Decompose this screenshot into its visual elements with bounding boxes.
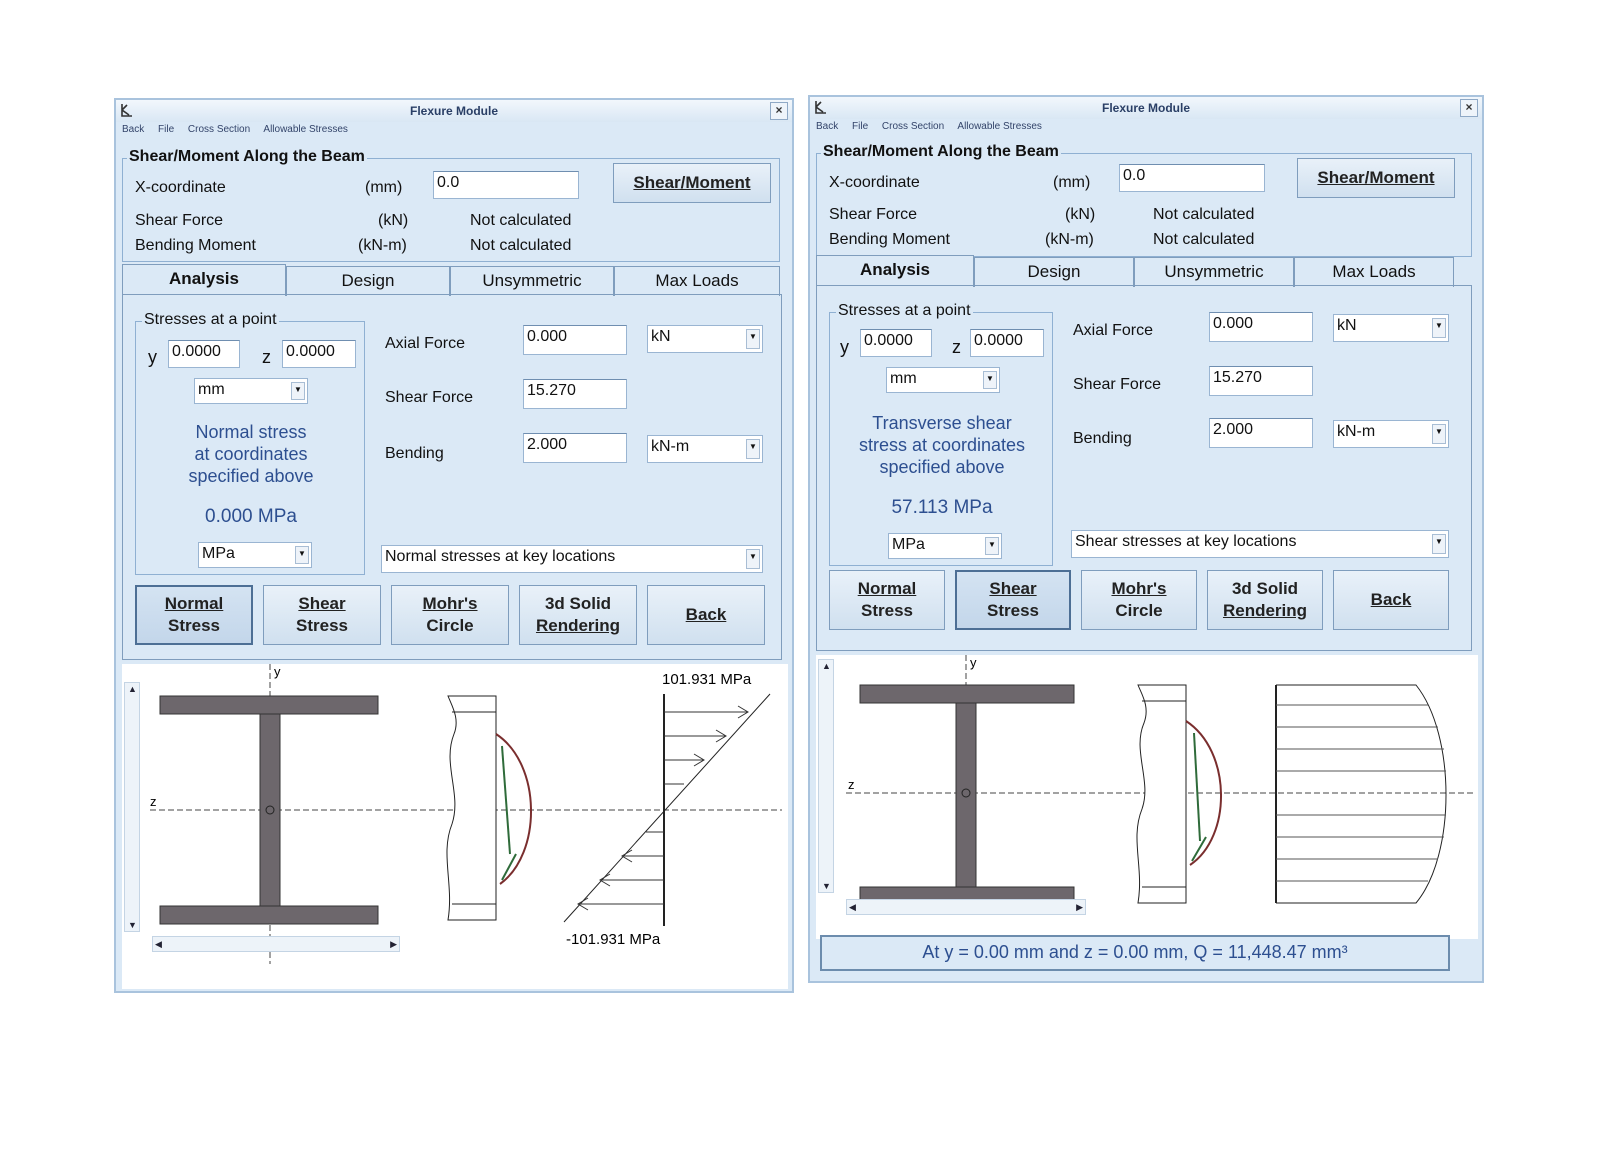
stress-plot-area [816,655,1478,939]
z-label: z [952,337,961,357]
horizontal-scrollbar[interactable] [152,936,400,952]
shear-stress-diagram [816,655,1478,939]
group-title: Shear/Moment Along the Beam [823,143,1059,160]
normal-stress-line1: Normal [857,579,917,598]
bending-unit-select[interactable] [647,435,763,463]
y-label: y [840,337,849,357]
y-label: y [148,347,157,367]
tab-max-loads[interactable]: Max Loads [614,266,780,296]
rendering-line1: 3d Solid [544,594,612,613]
rotation-line [502,746,510,854]
scroll-left-icon[interactable]: ◀ [849,902,856,912]
shear-stress-line2: Stress [987,601,1039,620]
shear-force-value: Not calculated [470,212,572,229]
chevron-down-icon: ▼ [1432,534,1446,554]
point-unit-value: mm [198,381,225,398]
max-stress-label: 101.931 MPa [662,671,752,688]
stress-distribution-line [564,694,770,922]
title-bar [116,100,792,122]
tab-strip [122,266,782,296]
scroll-right-icon[interactable]: ▶ [1076,902,1083,912]
tab-unsymmetric[interactable]: Unsymmetric [1134,257,1294,287]
result-value: 57.113 MPa [891,497,993,518]
chevron-down-icon: ▼ [746,549,760,569]
ibeam-web [956,703,976,887]
bending-input[interactable]: 2.000 [1209,418,1313,448]
chevron-down-icon: ▼ [291,382,305,400]
beam-segment [1137,685,1186,903]
window-title: Flexure Module [409,104,498,118]
diagram-select[interactable] [381,545,763,573]
normal-stress-button[interactable] [829,570,945,630]
xcoord-label: X-coordinate [829,174,920,191]
tab-max-loads[interactable]: Max Loads [1294,257,1454,287]
mohrs-circle-button[interactable] [391,585,509,645]
result-line-2: at coordinates [194,444,308,464]
mohrs-circle-line2: Circle [426,616,474,635]
horizontal-scrollbar[interactable] [846,899,1086,915]
shear-stress-button[interactable] [263,585,381,645]
scroll-down-icon[interactable]: ▼ [822,881,831,891]
shear-force-unit: (kN) [378,212,409,229]
rendering-line1: 3d Solid [1231,579,1299,598]
xcoord-unit: (mm) [1053,174,1091,191]
menu-bar [816,121,1053,132]
axial-unit-value: kN [651,328,671,345]
axial-force-label: Axial Force [1073,322,1154,339]
y-axis-label: y [970,655,977,670]
tab-strip [816,257,1472,287]
result-line-2: stress at coordinates [858,435,1026,455]
shear-stress-line1: Shear [989,579,1037,598]
shear-force-unit: (kN) [1065,206,1096,223]
diagram-select[interactable] [1071,530,1449,558]
shear-force-value: Not calculated [1153,206,1255,223]
chevron-down-icon: ▼ [1432,318,1446,338]
point-unit-value: mm [890,370,917,387]
axial-unit-value: kN [1337,317,1357,334]
normal-stress-line1: Normal [164,594,224,613]
z-axis-label: z [848,777,855,792]
mohrs-circle-line1: Mohr's [1111,579,1167,598]
scroll-left-icon[interactable]: ◀ [155,939,162,949]
shear-force-input[interactable]: 15.270 [523,379,627,409]
shear-moment-group [816,143,1472,257]
analysis-panel [122,294,782,660]
bending-moment-value: Not calculated [1153,231,1255,248]
window-title: Flexure Module [1101,101,1190,115]
shear-stress-line2: Stress [296,616,348,635]
chevron-down-icon: ▼ [295,546,309,564]
bending-unit-select[interactable] [1333,420,1449,448]
ibeam-top-flange [860,685,1074,703]
tab-unsymmetric[interactable]: Unsymmetric [450,266,614,296]
ibeam-top-flange [160,696,378,714]
close-icon[interactable]: × [770,102,788,120]
back-button-label: Back [1370,590,1412,609]
shear-moment-button[interactable] [613,163,771,203]
diagram-select-value: Normal stresses at key locations [385,548,616,565]
scroll-down-icon[interactable]: ▼ [128,920,137,930]
shear-moment-group [122,148,780,262]
bending-moment-label: Bending Moment [829,231,950,248]
mohrs-circle-button[interactable] [1081,570,1197,630]
xcoord-unit: (mm) [365,179,403,196]
xcoord-input[interactable]: 0.0 [1119,164,1265,192]
shear-stress-button[interactable] [955,570,1071,630]
bending-moment-unit: (kN-m) [1045,231,1094,248]
normal-stress-button[interactable] [135,585,253,645]
bending-label: Bending [385,445,444,462]
result-line-3: specified above [188,466,314,486]
shear-force-load-label: Shear Force [385,389,474,406]
result-value: 0.000 MPa [205,506,297,527]
chevron-down-icon: ▼ [746,329,760,349]
menu-back[interactable]: Back [122,124,145,135]
bending-moment-label: Bending Moment [135,237,256,254]
menu-allowable-stresses[interactable]: Allowable Stresses [957,121,1042,132]
flexure-window-left [114,98,794,993]
scroll-right-icon[interactable]: ▶ [390,939,397,949]
axial-unit-select[interactable] [1333,314,1449,342]
point-unit-select[interactable] [194,378,308,404]
bending-moment-unit: (kN-m) [358,237,407,254]
z-input[interactable]: 0.0000 [970,329,1044,357]
bending-unit-value: kN-m [651,438,690,455]
tab-analysis[interactable]: Analysis [816,255,974,287]
close-icon[interactable]: × [1460,99,1478,117]
3d-solid-rendering-button[interactable] [519,585,637,645]
y-input[interactable]: 0.0000 [168,340,240,368]
shear-force-label: Shear Force [135,212,224,229]
menu-cross-section[interactable]: Cross Section [881,121,945,132]
menu-cross-section[interactable]: Cross Section [187,124,251,135]
stresses-at-point-group [135,311,365,575]
normal-stress-line2: Stress [168,616,220,635]
shear-stress-line1: Shear [298,594,346,613]
analysis-panel [816,285,1472,651]
result-unit-select[interactable] [198,542,312,568]
bending-input[interactable]: 2.000 [523,433,627,463]
diagram-select-value: Shear stresses at key locations [1075,533,1297,550]
shear-force-load-label: Shear Force [1073,376,1162,393]
xcoord-label: X-coordinate [135,179,226,196]
result-unit-select[interactable] [888,533,1002,559]
deflection-curve [496,734,531,884]
chevron-down-icon: ▼ [983,371,997,389]
chevron-down-icon: ▼ [746,439,760,459]
point-unit-select[interactable] [886,367,1000,393]
menu-back[interactable]: Back [816,121,839,132]
mohrs-circle-line2: Circle [1115,601,1163,620]
xcoord-input[interactable]: 0.0 [433,171,579,199]
beam-segment [447,696,496,920]
chevron-down-icon: ▼ [985,537,999,555]
mohrs-circle-line1: Mohr's [422,594,478,613]
stresses-at-point-title: Stresses at a point [144,311,277,328]
tab-analysis[interactable]: Analysis [122,264,286,296]
axial-force-label: Axial Force [385,335,466,352]
axial-unit-select[interactable] [647,325,763,353]
vertical-scrollbar[interactable] [818,659,834,893]
flexure-window-right [808,95,1484,983]
shear-moment-button[interactable] [1297,158,1455,198]
3d-solid-rendering-button[interactable] [1207,570,1323,630]
vertical-scrollbar[interactable] [124,682,140,932]
ibeam-bottom-flange [160,906,378,924]
stresses-at-point-title: Stresses at a point [838,302,971,319]
stresses-at-point-group [829,302,1053,566]
group-title: Shear/Moment Along the Beam [129,148,365,165]
y-axis-label: y [274,664,281,679]
z-axis-label: z [150,794,157,809]
shear-force-input[interactable]: 15.270 [1209,366,1313,396]
rotation-line [1194,733,1200,841]
z-input[interactable]: 0.0000 [282,340,356,368]
ibeam-web [260,714,280,906]
bending-unit-value: kN-m [1337,423,1376,440]
back-button-label: Back [685,605,727,624]
shear-moment-button-label: Shear/Moment [633,173,751,192]
shear-distribution-curve [1276,685,1446,903]
result-line-1: Normal stress [195,422,307,442]
rendering-line2: Rendering [1222,601,1308,620]
y-input[interactable]: 0.0000 [860,329,932,357]
bending-label: Bending [1073,430,1132,447]
shear-force-label: Shear Force [829,206,918,223]
result-line-3: specified above [879,457,1005,477]
title-bar [810,97,1482,119]
normal-stress-line2: Stress [861,601,913,620]
result-unit-value: MPa [892,536,925,553]
menu-bar [122,124,359,135]
menu-file[interactable]: File [158,124,175,135]
shear-moment-button-label: Shear/Moment [1317,168,1435,187]
chevron-down-icon: ▼ [1432,424,1446,444]
axial-force-input[interactable]: 0.000 [1209,312,1313,342]
rendering-line2: Rendering [535,616,621,635]
menu-allowable-stresses[interactable]: Allowable Stresses [263,124,348,135]
status-bar: At y = 0.00 mm and z = 0.00 mm, Q = 11,448.47 mm³ [820,935,1450,971]
scroll-up-icon[interactable]: ▲ [822,661,831,671]
back-button[interactable] [1333,570,1449,630]
menu-file[interactable]: File [852,121,869,132]
min-stress-label: -101.931 MPa [566,931,661,948]
result-unit-value: MPa [202,545,235,562]
tab-design[interactable]: Design [286,266,450,296]
stress-plot-area [122,664,788,989]
axial-force-input[interactable]: 0.000 [523,325,627,355]
result-line-1: Transverse shear [872,413,1012,433]
bending-moment-value: Not calculated [470,237,572,254]
z-label: z [262,347,271,367]
tab-design[interactable]: Design [974,257,1134,287]
scroll-up-icon[interactable]: ▲ [128,684,137,694]
back-button[interactable] [647,585,765,645]
